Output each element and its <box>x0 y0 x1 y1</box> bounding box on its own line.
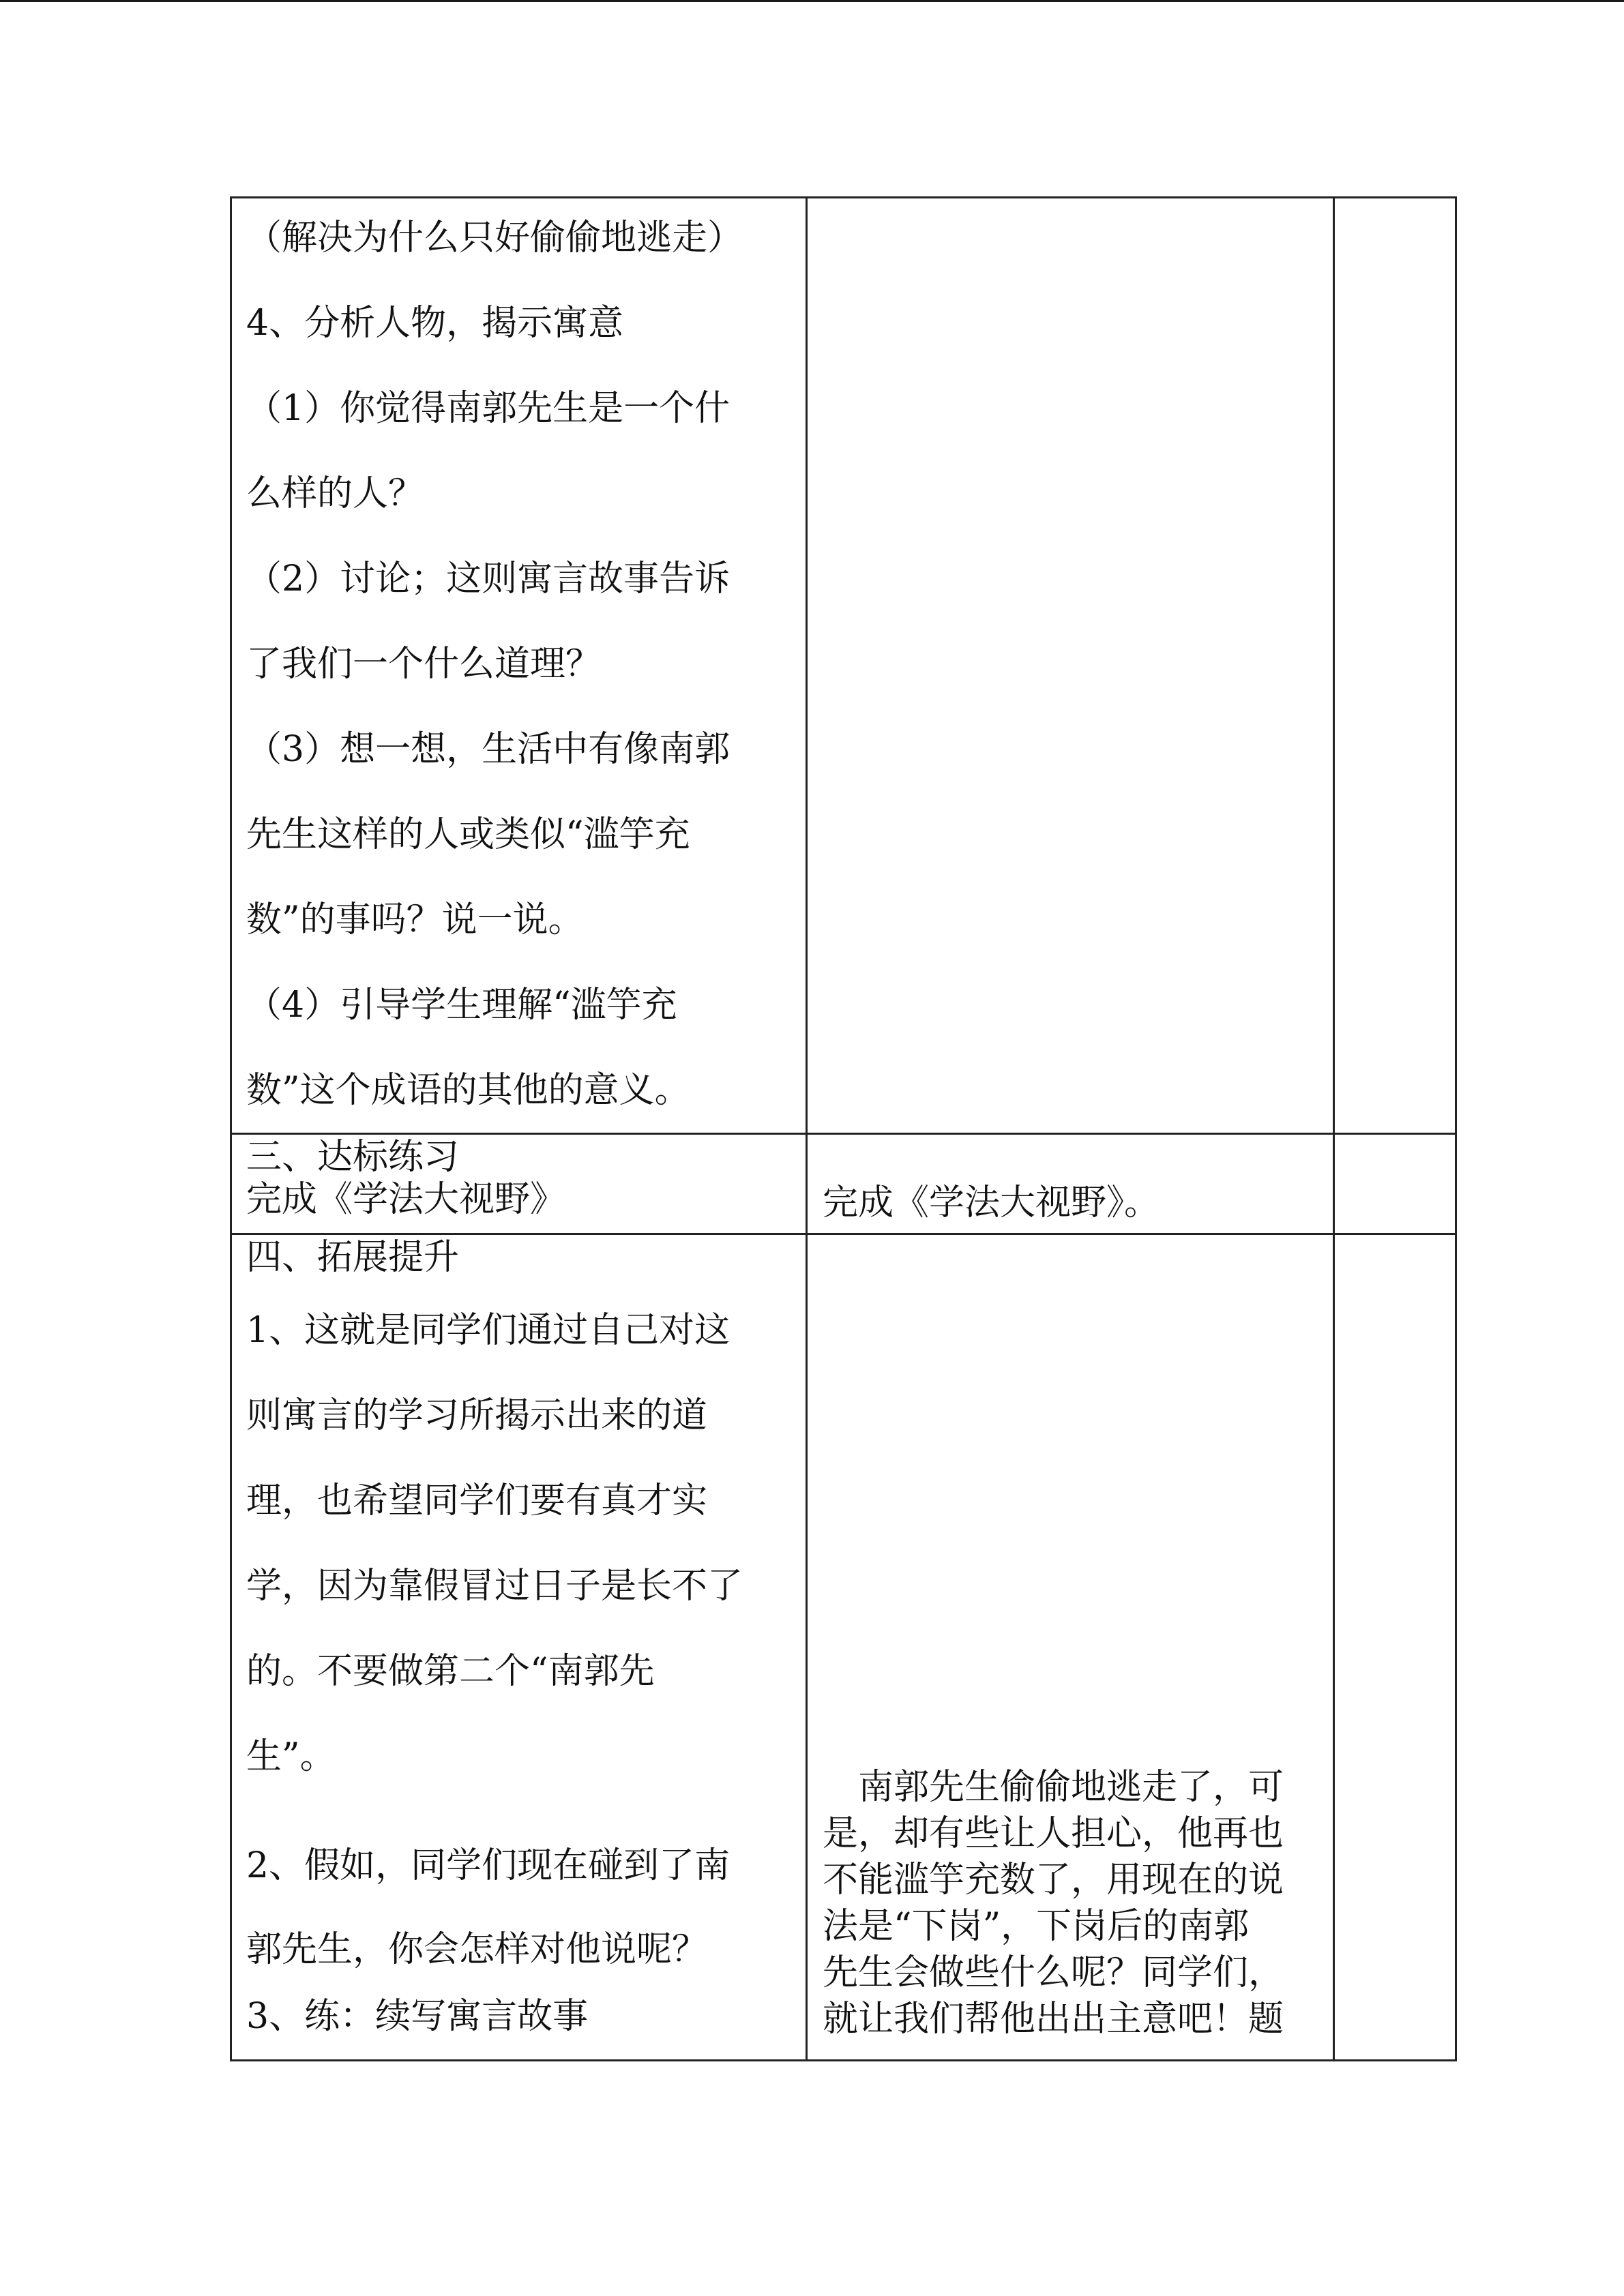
table-border-left <box>230 196 232 2061</box>
row3-text-line: 郭先生，你会怎样对他说呢？ <box>246 1929 708 1970</box>
row1-text-line: 先生这样的人或类似“滥竽充 <box>246 814 690 855</box>
row3-section-heading: 四、拓展提升 <box>246 1237 460 1278</box>
row3-text-line: 则寓言的学习所揭示出来的道 <box>246 1395 708 1436</box>
table-border-top <box>230 196 1457 198</box>
row3-activity-line: 法是“下岗”，下岗后的南郭 <box>823 1906 1250 1947</box>
lesson-plan-table <box>230 196 1457 2061</box>
row3-activity-line: 南郭先生偷偷地逃走了，可 <box>823 1767 1284 1808</box>
table-border-right <box>1455 196 1457 2061</box>
row1-text-line: 数”这个成语的其他的意义。 <box>246 1070 690 1111</box>
row3-activity-line: 就让我们帮他出出主意吧！题 <box>823 1999 1284 2040</box>
row3-text-line: 理，也希望同学们要有真才实 <box>246 1480 708 1521</box>
row3-text-line: 的。不要做第二个“南郭先 <box>246 1651 655 1692</box>
page-top-border <box>0 0 1624 2</box>
row3-text-line: 1、这就是同学们通过自己对这 <box>246 1310 730 1351</box>
row3-activity-line: 先生会做些什么呢？同学们， <box>823 1952 1284 1993</box>
row3-text-line: 生”。 <box>246 1736 336 1777</box>
row1-text-line: 了我们一个什么道理？ <box>246 644 602 685</box>
row2-section-heading: 三、达标练习 <box>246 1137 460 1178</box>
row2-text-line: 完成《学法大视野》 <box>246 1179 566 1220</box>
row1-text-line: 数”的事吗？说一说。 <box>246 899 584 940</box>
row1-text-line: （3）想一想，生活中有像南郭 <box>246 729 730 770</box>
row1-text-line: 4、分析人物，揭示寓意 <box>246 303 624 344</box>
table-border-bottom <box>230 2059 1457 2061</box>
row1-text-line: （1）你觉得南郭先生是一个什 <box>246 388 730 429</box>
row2-activity-text: 完成《学法大视野》。 <box>823 1182 1160 1223</box>
table-column-divider <box>1333 196 1335 2061</box>
table-row-divider <box>230 1133 1457 1135</box>
row3-activity-line: 是，却有些让人担心，他再也 <box>823 1813 1284 1854</box>
row3-text-line: 2、假如，同学们现在碰到了南 <box>246 1845 730 1886</box>
row1-text-line: （解决为什么只好偷偷地逃走） <box>246 218 743 258</box>
row3-text-line: 3、练：续写寓言故事 <box>246 1996 589 2037</box>
table-column-divider <box>806 196 808 2061</box>
table-row-divider <box>230 1233 1457 1235</box>
row3-activity-line: 不能滥竽充数了，用现在的说 <box>823 1860 1284 1900</box>
row1-text-line: （4）引导学生理解“滥竽充 <box>246 985 677 1026</box>
row1-text-line: （2）讨论；这则寓言故事告诉 <box>246 558 730 599</box>
row3-text-line: 学，因为靠假冒过日子是长不了 <box>246 1566 743 1607</box>
row1-text-line: 么样的人？ <box>246 473 424 514</box>
